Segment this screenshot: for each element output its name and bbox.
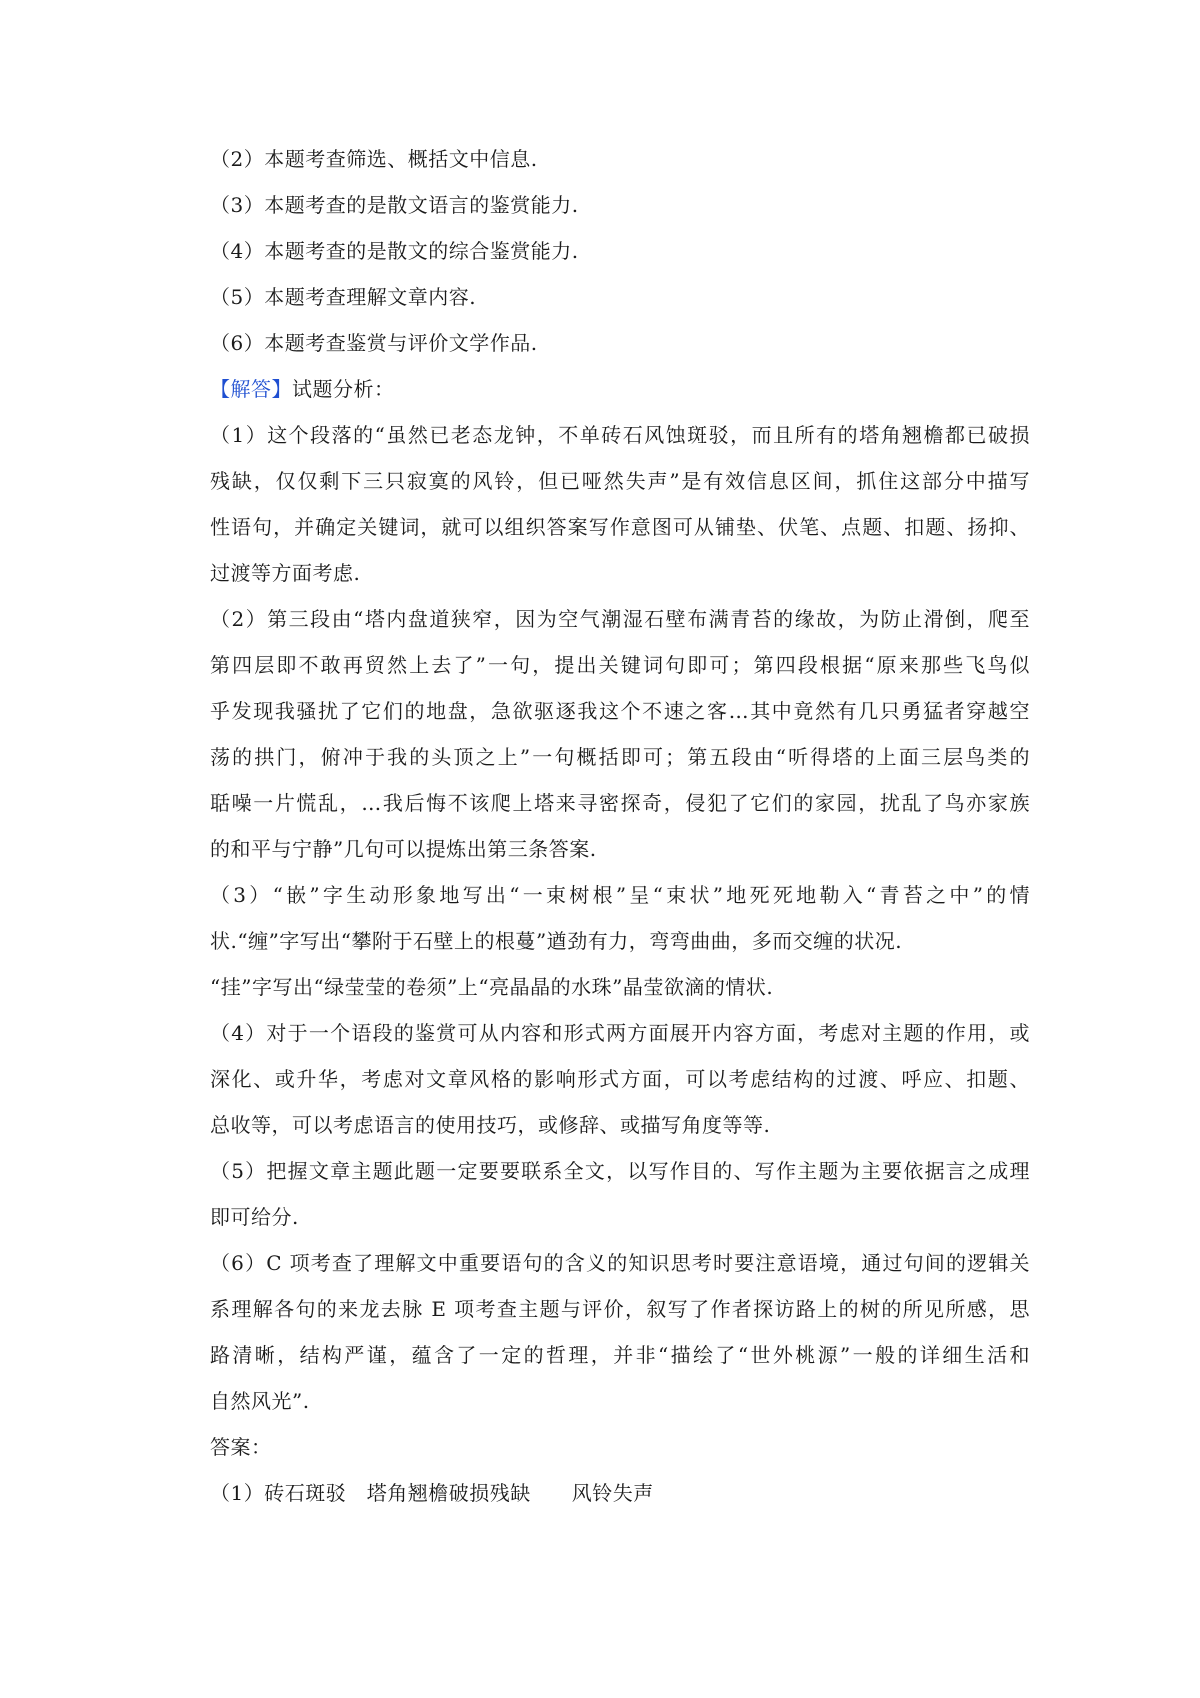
- analysis-paragraph-3b: [210, 976, 1030, 999]
- analysis-paragraph-3: [210, 884, 1030, 953]
- paragraph-line: 系理解各句的来龙去脉 E 项考查主题与评价，叙写了作者探访路上的树的所见所感，思: [210, 1297, 1030, 1321]
- summary-item-6: （6）本题考查鉴赏与评价文学作品.: [210, 331, 538, 355]
- paragraph-line: 聒噪一片慌乱，…我后悔不该爬上塔来寻密探奇，侵犯了它们的家园，扰乱了鸟亦家族: [210, 791, 1030, 815]
- paragraph-line: （3）“嵌”字生动形象地写出“一束树根”呈“束状”地死死地勒入“青苔之中”的情: [210, 883, 1030, 907]
- document-page: [210, 148, 1030, 1528]
- answer-heading: 答案：: [210, 1435, 272, 1459]
- analysis-paragraph-4: [210, 1022, 1030, 1137]
- paragraph-line: “挂”字写出“绿莹莹的卷须”上“亮晶晶的水珠”晶莹欲滴的情状.: [210, 975, 774, 999]
- summary-item-2: （2）本题考查筛选、概括文中信息.: [210, 147, 538, 171]
- paragraph-line: 总收等，可以考虑语言的使用技巧，或修辞、或描写角度等等.: [210, 1113, 771, 1137]
- paragraph-line: 性语句，并确定关键词，就可以组织答案写作意图可从铺垫、伏笔、点题、扣题、扬抑、: [210, 515, 1030, 539]
- paragraph-line: 的和平与宁静”几句可以提炼出第三条答案.: [210, 837, 597, 861]
- summary-item-3: （3）本题考查的是散文语言的鉴赏能力.: [210, 193, 579, 217]
- paragraph-line: 自然风光”.: [210, 1389, 310, 1413]
- paragraph-line: （6）C 项考查了理解文中重要语句的含义的知识思考时要注意语境，通过句间的逻辑关: [210, 1251, 1030, 1275]
- paragraph-line: （5）把握文章主题此题一定要要联系全文，以写作目的、写作主题为主要依据言之成理: [210, 1159, 1030, 1183]
- paragraph-line: （2）第三段由“塔内盘道狭窄，因为空气潮湿石壁布满青苔的缘故，为防止滑倒，爬至: [210, 607, 1030, 631]
- summary-item-4: （4）本题考查的是散文的综合鉴赏能力.: [210, 239, 579, 263]
- answer-label: 【解答】: [210, 377, 292, 401]
- paragraph-line: 荡的拱门，俯冲于我的头顶之上”一句概括即可；第五段由“听得塔的上面三层鸟类的: [210, 745, 1030, 769]
- paragraph-line: 过渡等方面考虑.: [210, 561, 361, 585]
- analysis-paragraph-6: [210, 1252, 1030, 1413]
- analysis-paragraph-2: [210, 608, 1030, 861]
- analysis-heading: [210, 378, 1030, 401]
- analysis-title: 试题分析：: [292, 377, 395, 401]
- paragraph-line: 状.“缠”字写出“攀附于石壁上的根蔓”遒劲有力，弯弯曲曲，多而交缠的状况.: [210, 929, 903, 953]
- paragraph-line: （1）这个段落的“虽然已老态龙钟，不单砖石风蚀斑驳，而且所有的塔角翘檐都已破损: [210, 423, 1030, 447]
- paragraph-line: （4）对于一个语段的鉴赏可从内容和形式两方面展开内容方面，考虑对主题的作用，或: [210, 1021, 1030, 1045]
- paragraph-line: 路清晰，结构严谨，蕴含了一定的哲理，并非“描绘了“世外桃源”一般的详细生活和: [210, 1343, 1030, 1367]
- paragraph-line: 乎发现我骚扰了它们的地盘，急欲驱逐我这个不速之客…其中竟然有几只勇猛者穿越空: [210, 699, 1030, 723]
- paragraph-line: 残缺，仅仅剩下三只寂寞的风铃，但已哑然失声”是有效信息区间，抓住这部分中描写: [210, 469, 1030, 493]
- analysis-paragraph-1: [210, 424, 1030, 585]
- paragraph-line: 第四层即不敢再贸然上去了”一句，提出关键词句即可；第四段根据“原来那些飞鸟似: [210, 653, 1030, 677]
- summary-item-5: （5）本题考查理解文章内容.: [210, 285, 477, 309]
- paragraph-line: 即可给分.: [210, 1205, 299, 1229]
- analysis-paragraph-5: [210, 1160, 1030, 1229]
- answer-item-1: （1）砖石斑驳 塔角翘檐破损残缺 风铃失声: [210, 1481, 654, 1505]
- paragraph-line: 深化、或升华，考虑对文章风格的影响形式方面，可以考虑结构的过渡、呼应、扣题、: [210, 1067, 1030, 1091]
